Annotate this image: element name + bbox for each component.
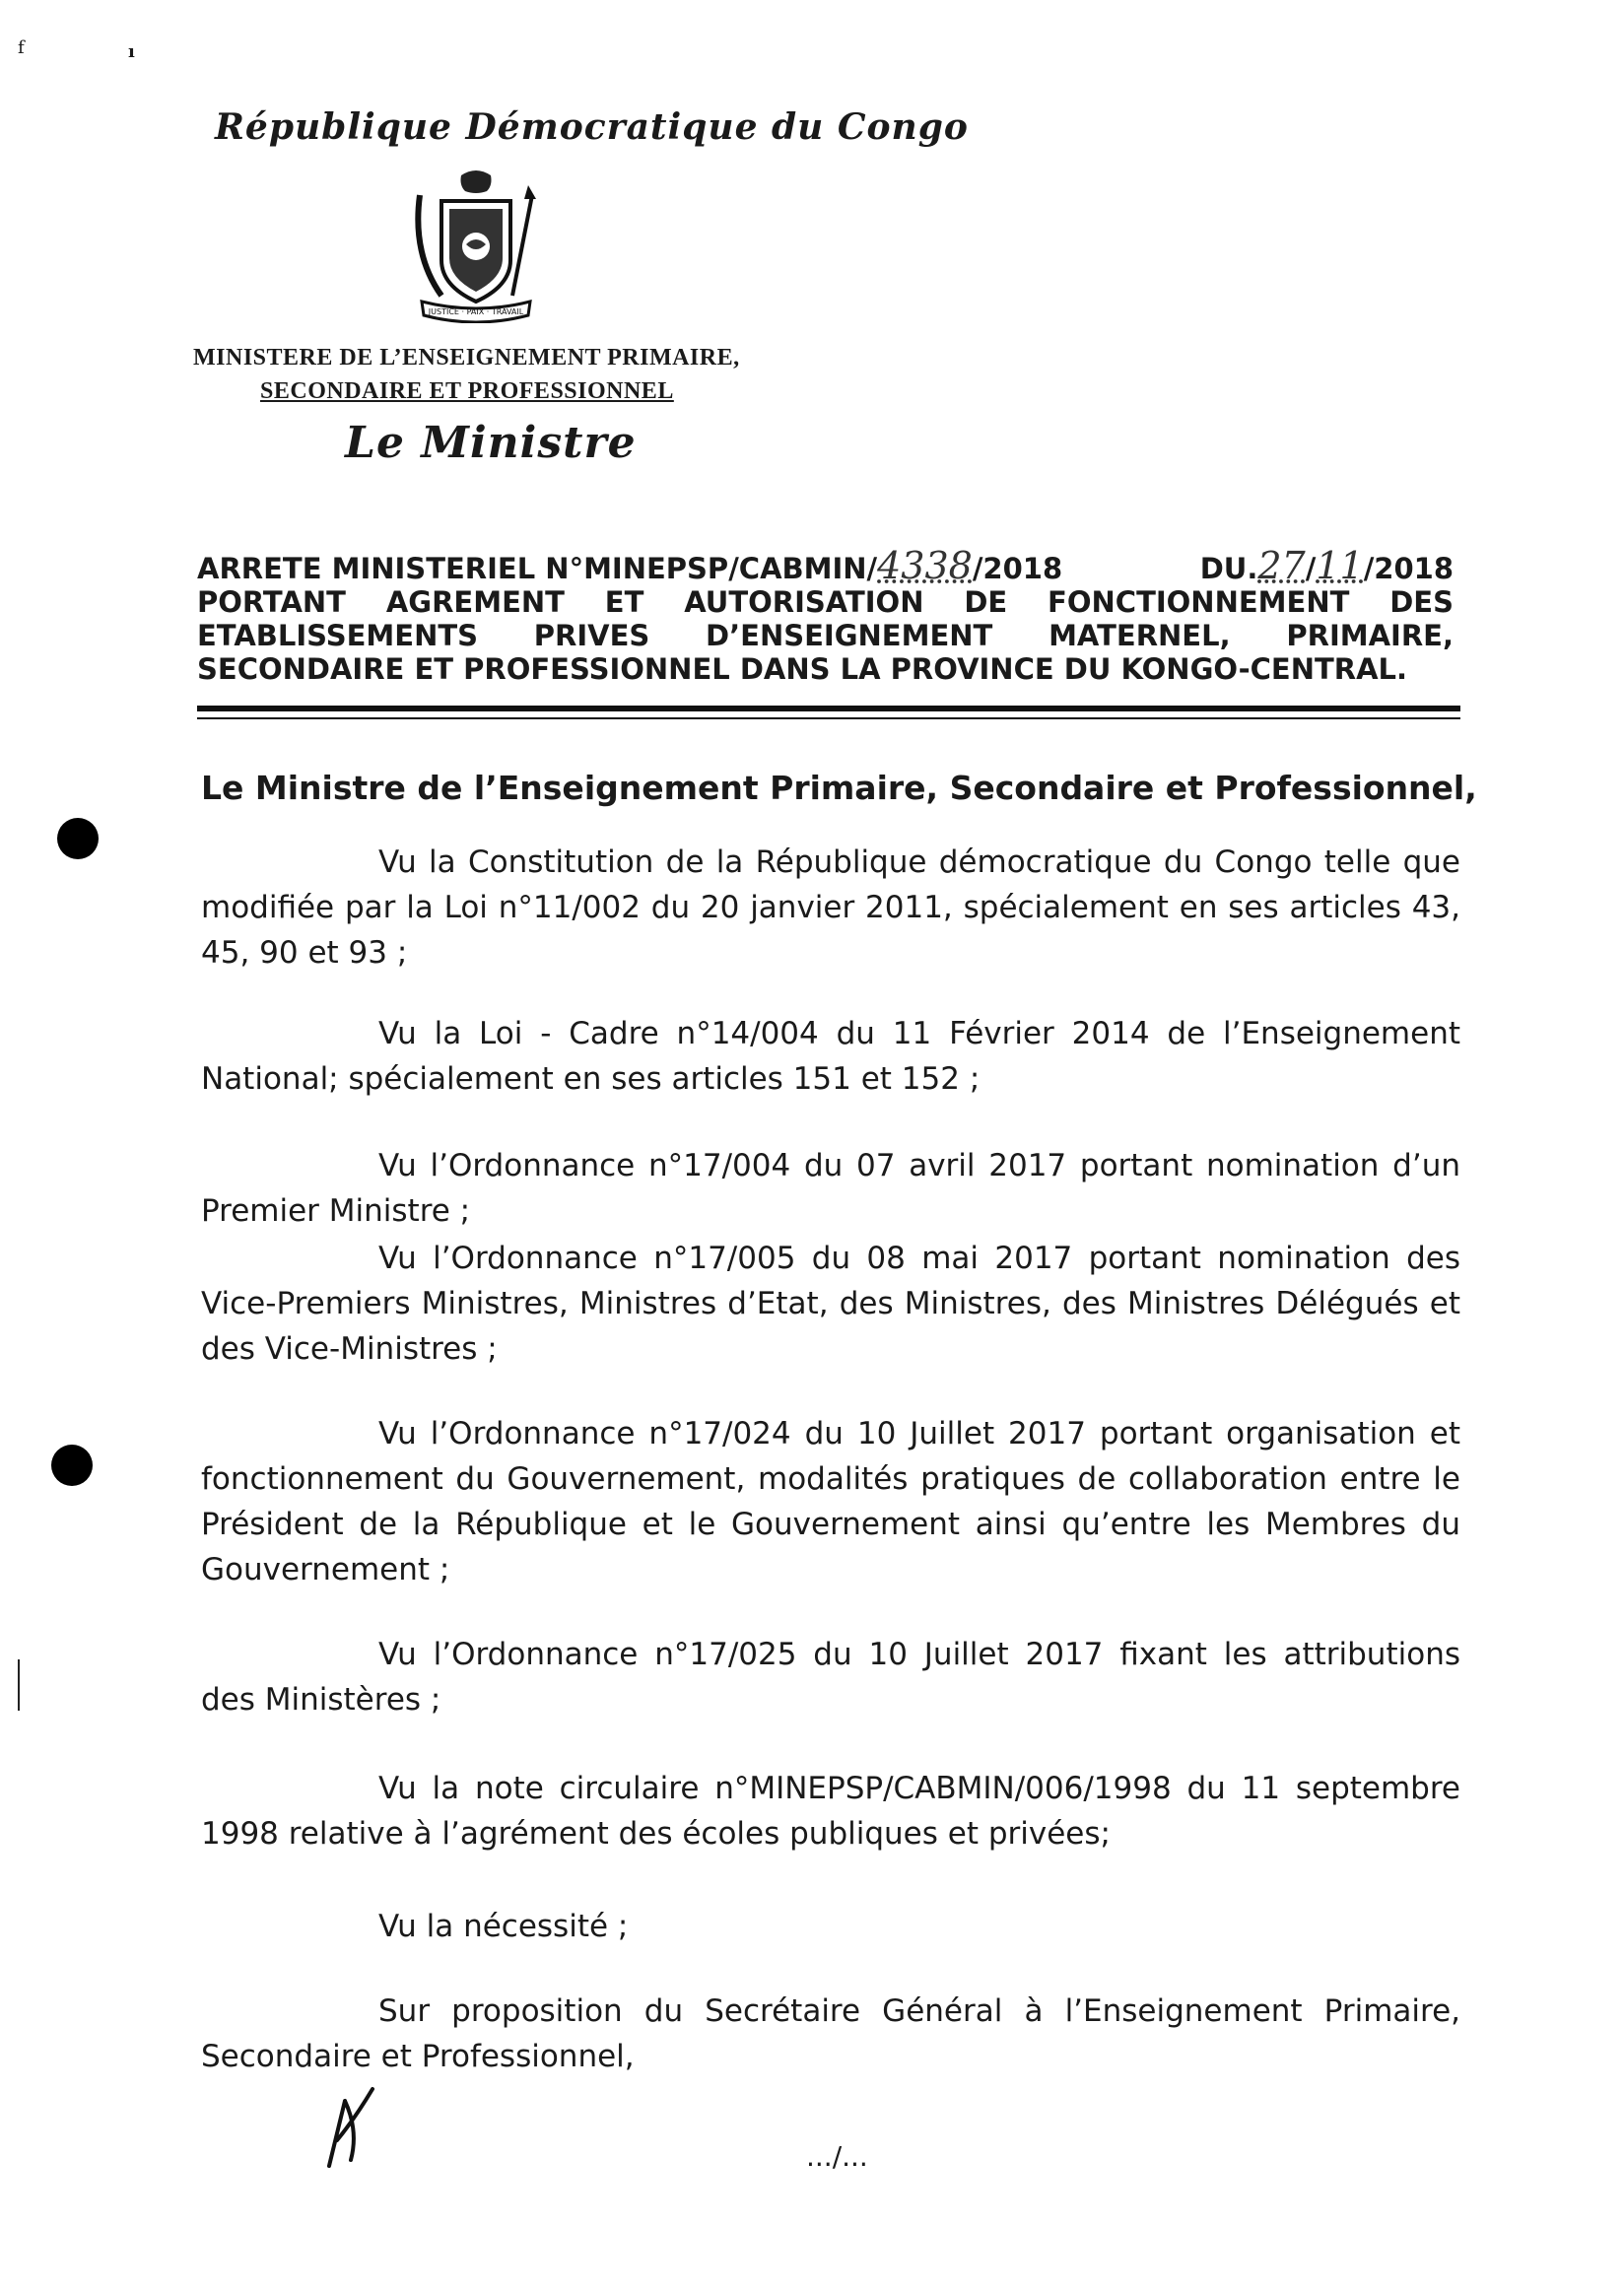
paragraph-ordonnance-025	[201, 1632, 1460, 1722]
date-separator: /	[1305, 552, 1317, 585]
coat-of-arms-icon	[402, 166, 550, 323]
title-rule-thin	[197, 717, 1460, 719]
corner-mark-right: ı	[128, 41, 135, 62]
initials-signature	[315, 2079, 394, 2178]
decree-title	[197, 544, 1454, 686]
paragraph-proposition	[201, 1989, 1460, 2079]
paragraph-loi-cadre	[201, 1011, 1460, 1102]
title-year-end: /2018	[1363, 552, 1454, 585]
title-year: /2018	[972, 552, 1063, 585]
coat-of-arms-motto: JUSTICE · PAIX · TRAVAIL	[428, 307, 524, 316]
paragraph-constitution-text: Vu la Constitution de la République démocratique du Congo telle que modifiée par la Loi n°11/002 du 20 janvier 2011, spécialement en ses articles 43, 45, 90 et 93 ;	[201, 844, 1460, 971]
ministry-line2: SECONDAIRE ET PROFESSIONNEL	[260, 378, 674, 404]
title-rule-thick	[197, 706, 1460, 711]
corner-mark-left: f	[18, 37, 25, 58]
scan-mark	[18, 1659, 20, 1711]
paragraph-necessite	[201, 1904, 1460, 1949]
country-name: République Démocratique du Congo	[215, 106, 969, 148]
punch-hole-top	[57, 818, 99, 859]
ministry-line1: MINISTERE DE L’ENSEIGNEMENT PRIMAIRE,	[193, 345, 740, 371]
paragraph-ordonnance-004	[201, 1143, 1460, 1234]
paragraph-loi-cadre-text: Vu la Loi - Cadre n°14/004 du 11 Février 2014 de l’Enseignement National; spécialement en ses articles 151 et 152 ;	[201, 1016, 1460, 1097]
paragraph-ordonnance-025-text: Vu l’Ordonnance n°17/025 du 10 Juillet 2017 fixant les attributions des Ministères ;	[201, 1637, 1460, 1718]
decree-day-handwritten: 27	[1257, 544, 1306, 587]
paragraph-ordonnance-005	[201, 1236, 1460, 1372]
paragraph-note-circulaire-text: Vu la note circulaire n°MINEPSP/CABMIN/006/1998 du 11 septembre 1998 relative à l’agrément des écoles publiques et privées;	[201, 1771, 1460, 1852]
decree-number-handwritten: 4338	[877, 544, 973, 587]
title-line1	[197, 544, 1454, 587]
paragraph-necessite-text: Vu la nécessité ;	[378, 1909, 629, 1944]
title-line2: PORTANT AGREMENT ET AUTORISATION DE FONCTIONNEMENT DES	[197, 585, 1454, 619]
title-line4: SECONDAIRE ET PROFESSIONNEL DANS LA PROVINCE DU KONGO-CENTRAL.	[197, 652, 1408, 686]
paragraph-proposition-text: Sur proposition du Secrétaire Général à l’Enseignement Primaire, Secondaire et Professionnel,	[201, 1993, 1460, 2074]
paragraph-constitution	[201, 840, 1460, 976]
decree-month-handwritten: 11	[1316, 544, 1364, 587]
preamble-heading: Le Ministre de l’Enseignement Primaire, Secondaire et Professionnel,	[201, 769, 1477, 807]
paragraph-note-circulaire	[201, 1766, 1460, 1856]
paragraph-ordonnance-024-text: Vu l’Ordonnance n°17/024 du 10 Juillet 2017 portant organisation et fonctionnement du Gouvernement, modalités pratiques de collaboration entre le Président de la République et le Gouvernement ainsi qu’entre les Membres du Gouvernement ;	[201, 1416, 1460, 1587]
title-prefix: ARRETE MINISTERIEL N°MINEPSP/CABMIN/	[197, 552, 878, 585]
office-title: Le Ministre	[345, 418, 637, 468]
page-continuation: .../...	[806, 2140, 868, 2173]
title-du: DU.	[1199, 552, 1258, 585]
title-line3: ETABLISSEMENTS PRIVES D’ENSEIGNEMENT MATERNEL, PRIMAIRE,	[197, 619, 1454, 652]
paragraph-ordonnance-024	[201, 1411, 1460, 1592]
punch-hole-bottom	[51, 1445, 93, 1486]
paragraph-ordonnance-005-text: Vu l’Ordonnance n°17/005 du 08 mai 2017 portant nomination des Vice-Premiers Ministres, Ministres d’Etat, des Ministres, des Ministres Délégués et des Vice-Ministres ;	[201, 1241, 1460, 1367]
paragraph-ordonnance-004-text: Vu l’Ordonnance n°17/004 du 07 avril 2017 portant nomination d’un Premier Ministre ;	[201, 1148, 1460, 1229]
